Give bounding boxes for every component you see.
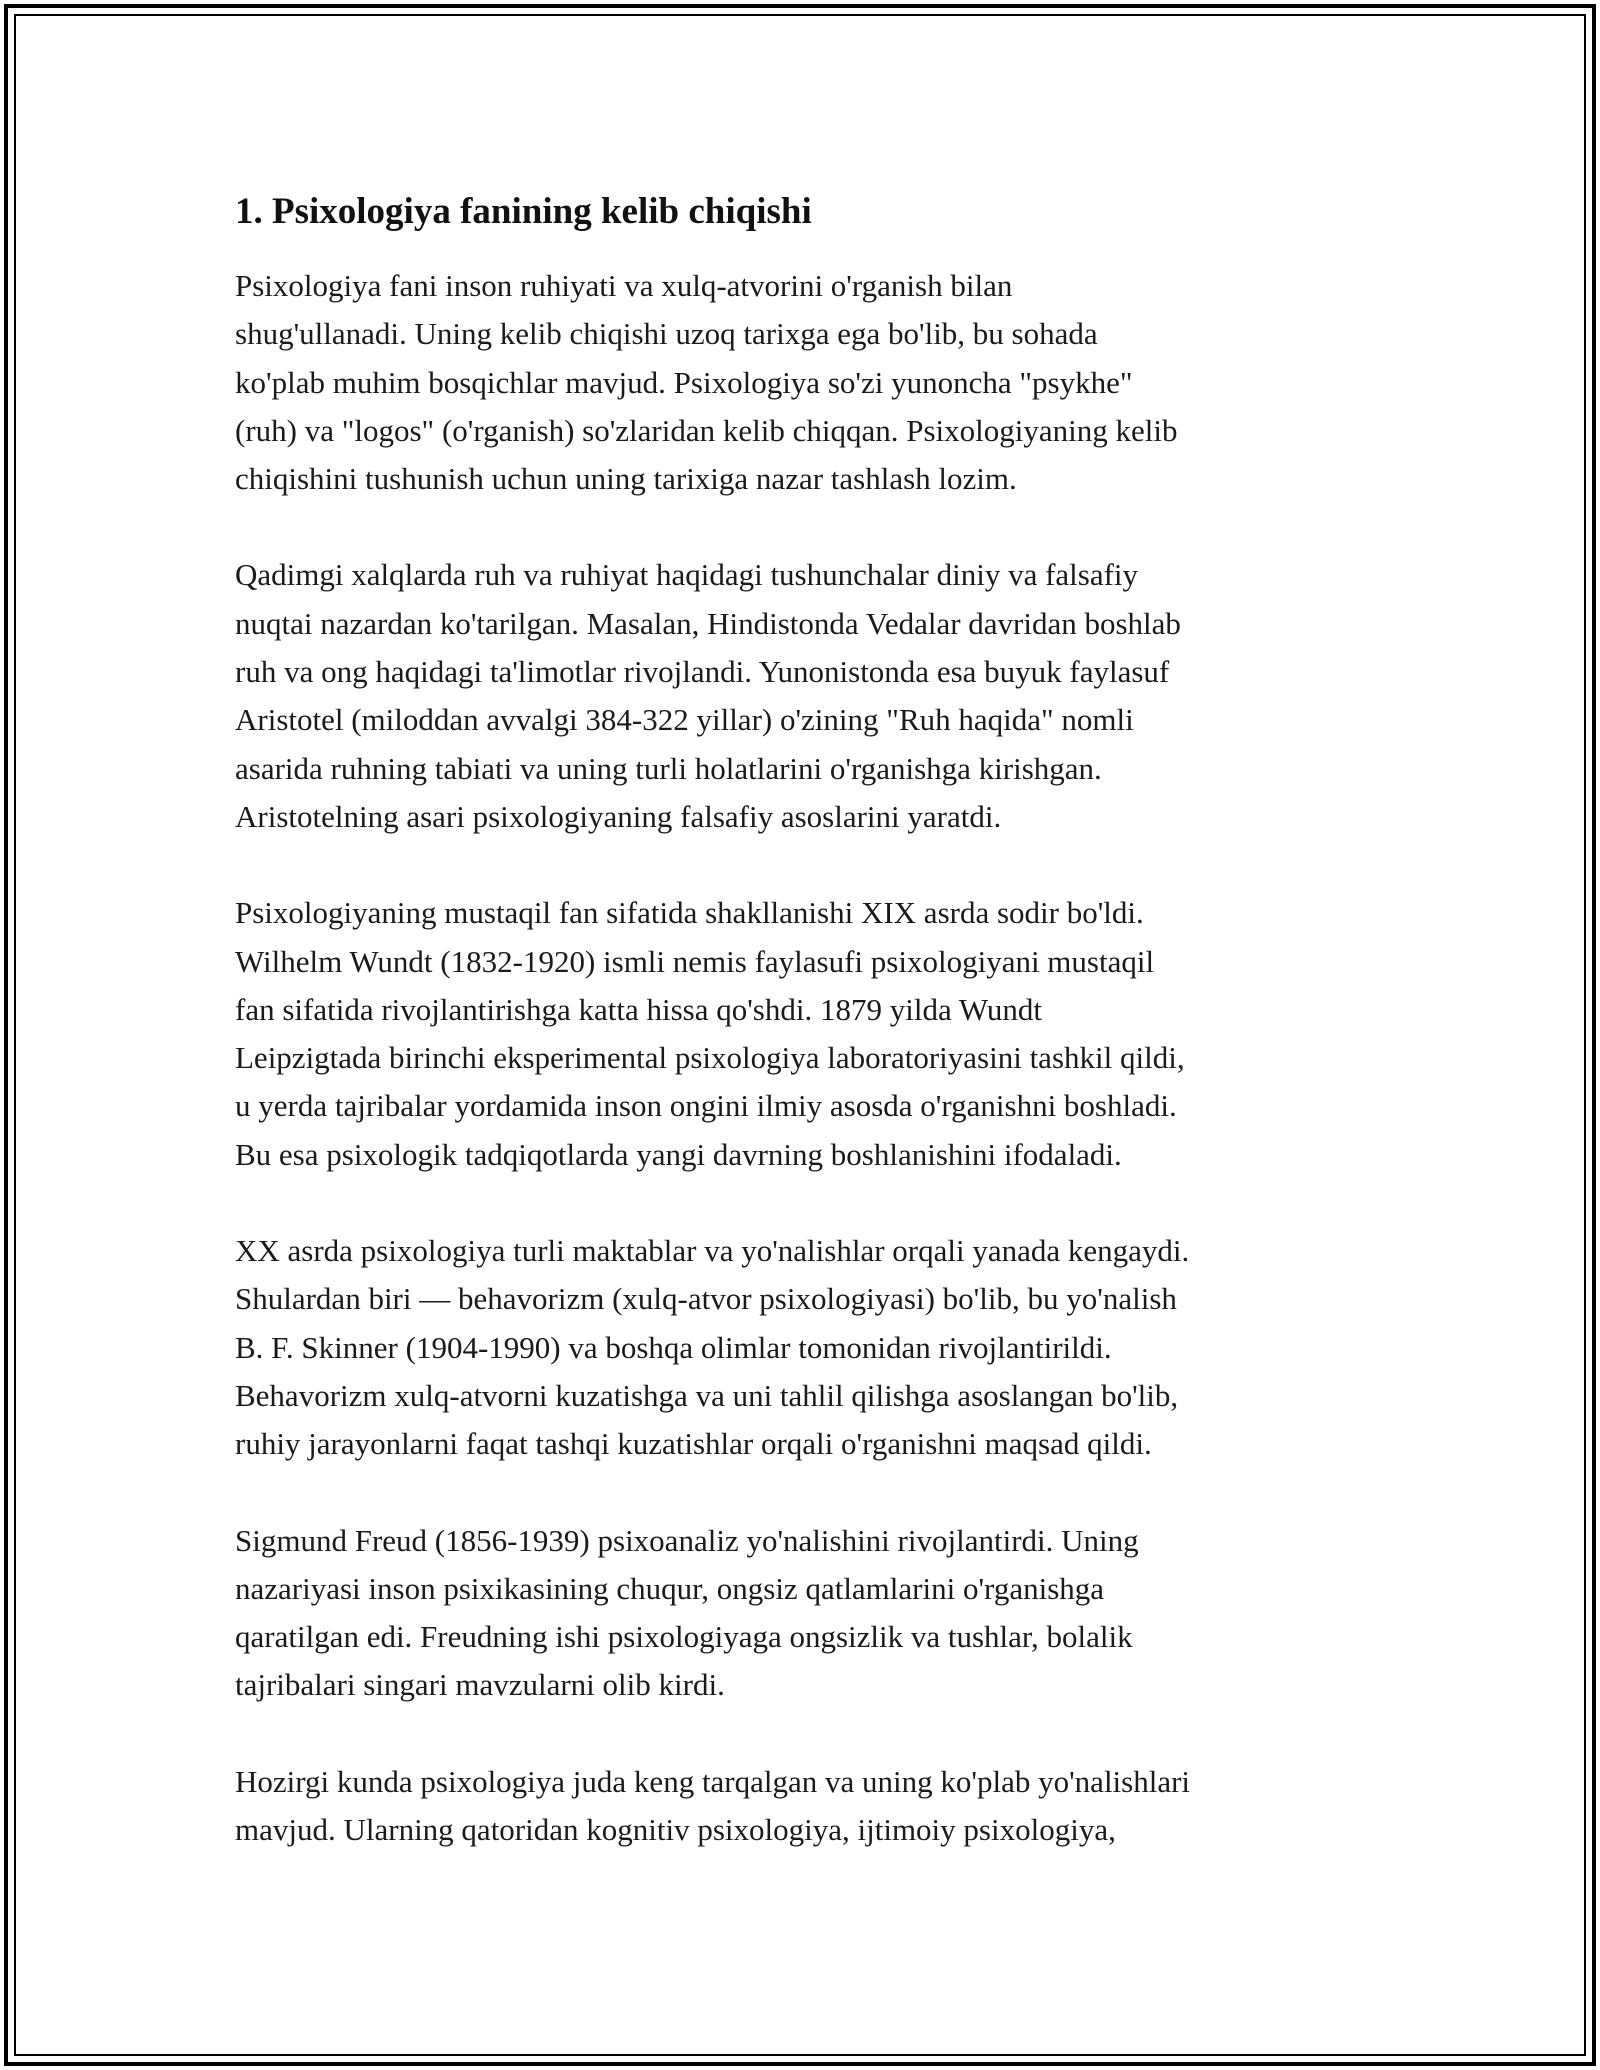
section-heading: 1. Psixologiya fanining kelib chiqishi xyxy=(235,191,812,232)
paragraph-modern: Hozirgi kunda psixologiya juda keng tarqalgan va uning ko'plab yo'nalishlari mavjud. Ularning qatoridan kognitiv psixologiya, ijtimoiy psixologiya, xyxy=(235,1763,1191,1848)
document-body xyxy=(235,188,1385,1902)
paragraph-origin-definition: Psixologiya fani inson ruhiyati va xulq-atvorini o'rganish bilan shug'ullanadi. Uning kelib chiqishi uzoq tarixga ega bo'lib, bu sohada ko'plab muhim bosqichlar mavjud. Psixologiya so'zi yunoncha "psykhe" (ruh) va "logos" (o'rganish) so'zlaridan kelib chiqqan. Psixologiyaning kelib chiqishini tushunish uchun uning tarixiga nazar tashlash lozim. xyxy=(235,268,1178,497)
paragraph-ancient-views: Qadimgi xalqlarda ruh va ruhiyat haqidagi tushunchalar diniy va falsafiy nuqtai nazardan ko'tarilgan. Masalan, Hindistonda Vedalar davridan boshlab ruh va ong haqidagi ta'limotlar rivojlandi. Yunonistonda esa buyuk faylasuf Aristotel (miloddan avvalgi 384-322 yillar) o'zining "Ruh haqida" nomli asarida ruhning tabiati va uning turli holatlarini o'rganishga kirishgan. Aristotelning asari psixologiyaning falsafiy asoslarini yaratdi. xyxy=(235,557,1181,834)
paragraph-freud: Sigmund Freud (1856-1939) psixoanaliz yo'nalishini rivojlantirdi. Uning nazariyasi inson psixikasining chuqur, ongsiz qatlamlarini o'rganishga qaratilgan edi. Freudning ishi psixologiyaga ongsizlik va tushlar, bolalik tajribalari singari mavzularni olib kirdi. xyxy=(235,1522,1139,1703)
paragraph-wundt: Psixologiyaning mustaqil fan sifatida shakllanishi XIX asrda sodir bo'ldi. Wilhelm Wundt (1832-1920) ismli nemis faylasufi psixologiyani mustaqil fan sifatida rivojlantirishga katta hissa qo'shdi. 1879 yilda Wundt Leipzigtada birinchi eksperimental psixologiya laboratoriyasini tashkil qildi, u yerda tajribalar yordamida inson ongini ilmiy asosda o'rganishni boshladi. Bu esa psixologik tadqiqotlarda yangi davrning boshlanishini ifodaladi. xyxy=(235,895,1185,1172)
paragraph-behaviorism: XX asrda psixologiya turli maktablar va yo'nalishlar orqali yanada kengaydi. Shulardan biri — behavorizm (xulq-atvor psixologiyasi) bo'lib, bu yo'nalish B. F. Skinner (1904-1990) va boshqa olimlar tomonidan rivojlantirildi. Behavorizm xulq-atvorni kuzatishga va uni tahlil qilishga asoslangan bo'lib, ruhiy jarayonlarni faqat tashqi kuzatishlar orqali o'rganishni maqsad qildi. xyxy=(235,1233,1190,1462)
